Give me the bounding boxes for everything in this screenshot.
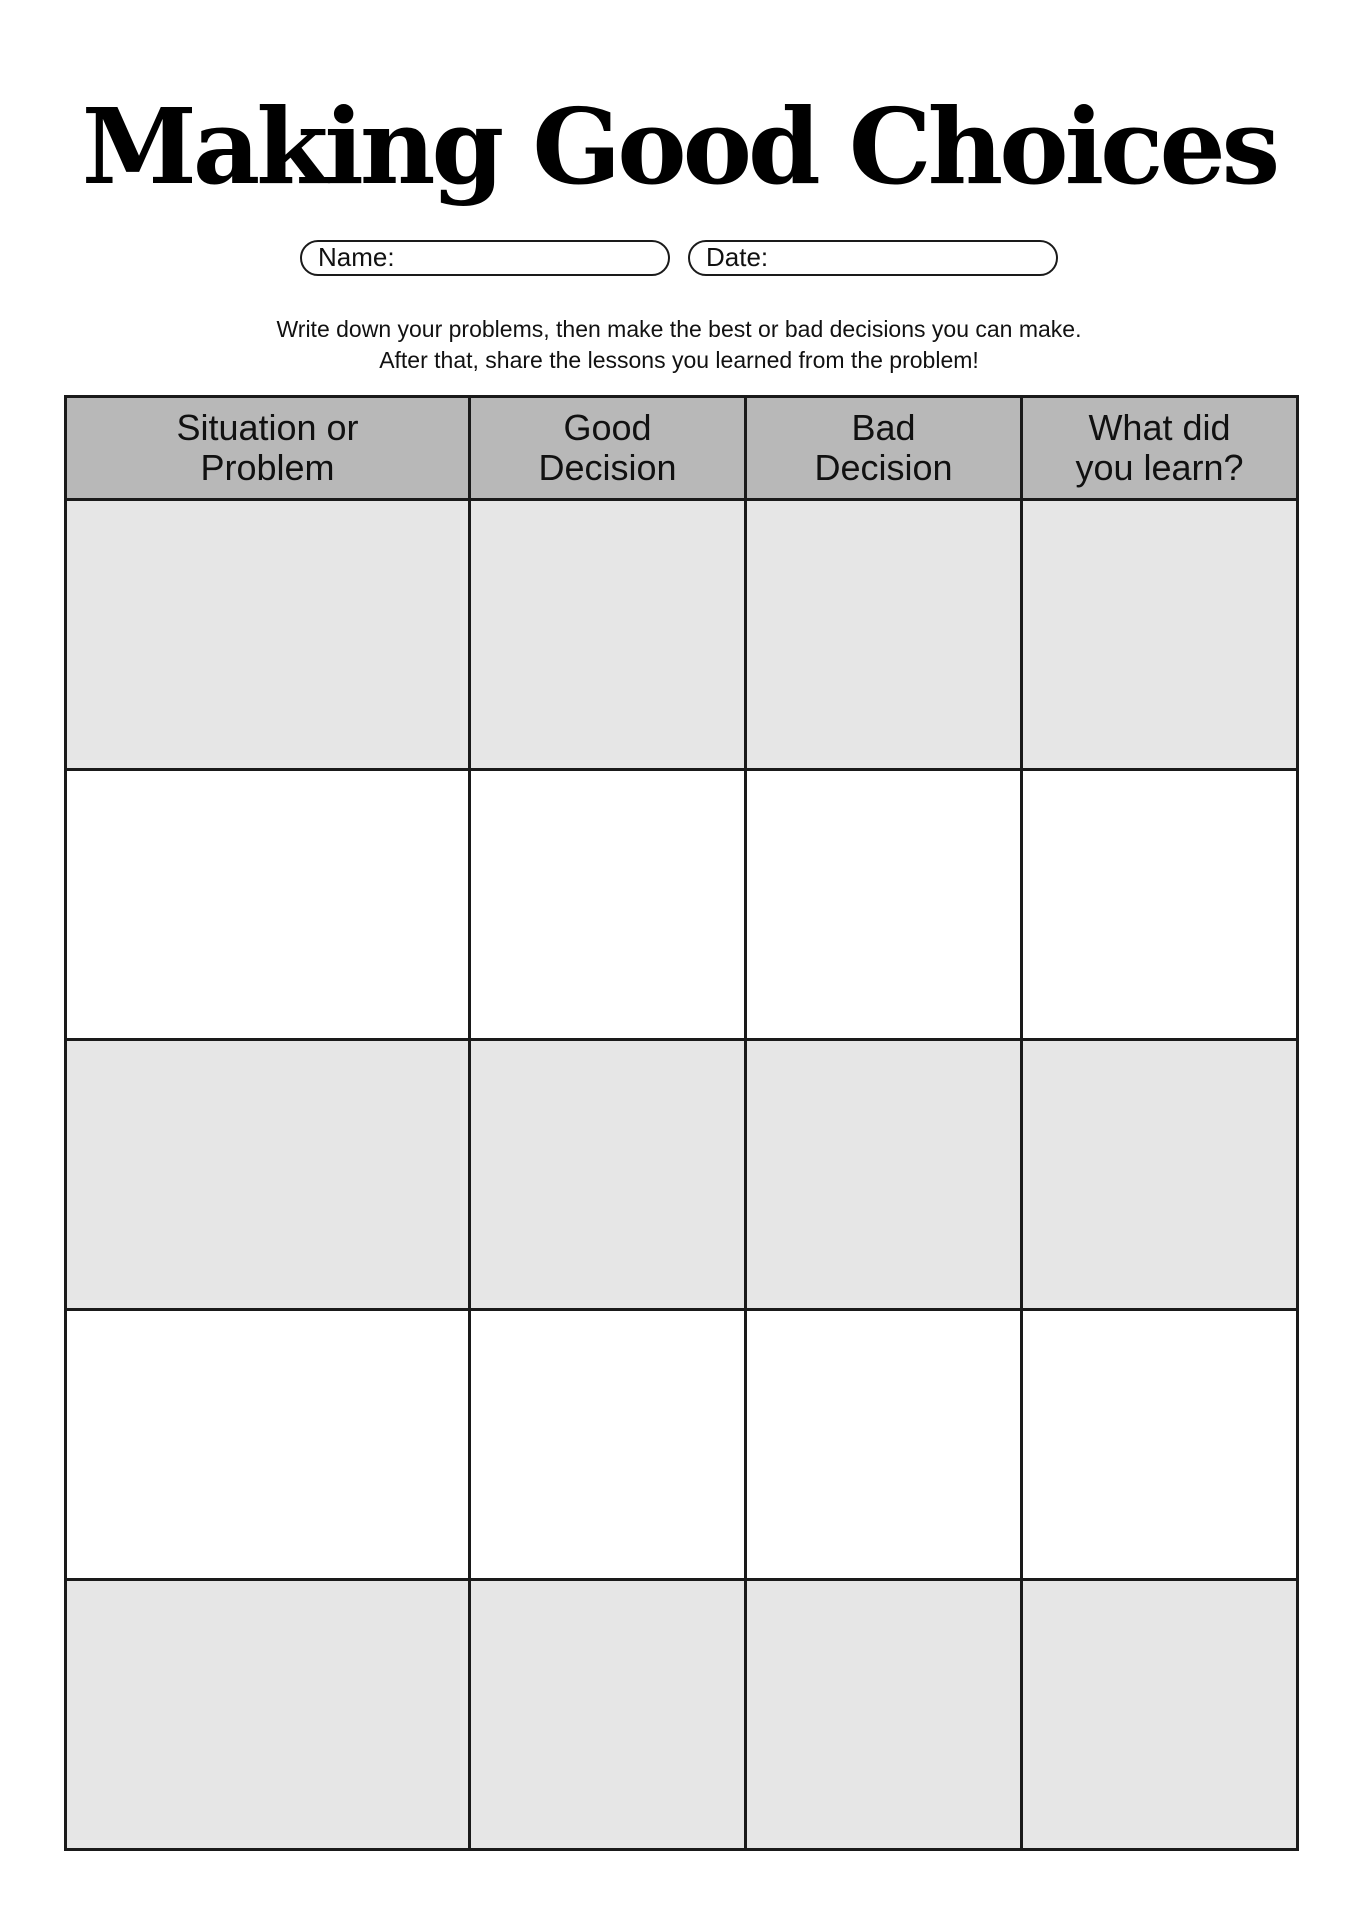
bad-decision-cell[interactable]	[746, 770, 1022, 1040]
situation-cell[interactable]	[66, 770, 470, 1040]
situation-cell[interactable]	[66, 1040, 470, 1310]
good-decision-cell[interactable]	[470, 1580, 746, 1850]
lesson-cell[interactable]	[1022, 500, 1298, 770]
header-bad-decision	[746, 397, 1022, 500]
header-situation	[66, 397, 470, 500]
header-what-learned	[1022, 397, 1298, 500]
page-title: Making Good Choices	[81, 85, 1277, 208]
date-label: Date:	[706, 242, 769, 272]
instructions-line-2: After that, share the lessons you learned from the problem!	[379, 347, 979, 373]
name-label: Name:	[318, 242, 395, 272]
header-bad-line-2: Decision	[814, 447, 953, 488]
bad-decision-cell[interactable]	[746, 1580, 1022, 1850]
bad-decision-cell[interactable]	[746, 1040, 1022, 1310]
choices-table	[64, 395, 1299, 1851]
situation-cell[interactable]	[66, 1310, 470, 1580]
table-row	[66, 1310, 1298, 1580]
situation-cell[interactable]	[66, 1580, 470, 1850]
good-decision-cell[interactable]	[470, 770, 746, 1040]
instructions	[0, 314, 1358, 376]
header-good-line-2: Decision	[538, 447, 677, 488]
lesson-cell[interactable]	[1022, 1040, 1298, 1310]
table-row	[66, 1580, 1298, 1850]
table-row	[66, 770, 1298, 1040]
lesson-cell[interactable]	[1022, 770, 1298, 1040]
header-situation-line-2: Problem	[200, 447, 335, 488]
lesson-cell[interactable]	[1022, 1310, 1298, 1580]
name-field[interactable]	[300, 240, 670, 276]
situation-cell[interactable]	[66, 500, 470, 770]
date-field[interactable]	[688, 240, 1058, 276]
header-learned-line-1: What did	[1088, 407, 1231, 448]
good-decision-cell[interactable]	[470, 1310, 746, 1580]
table-header-row	[66, 397, 1298, 500]
bad-decision-cell[interactable]	[746, 1310, 1022, 1580]
lesson-cell[interactable]	[1022, 1580, 1298, 1850]
table-row	[66, 1040, 1298, 1310]
bad-decision-cell[interactable]	[746, 500, 1022, 770]
good-decision-cell[interactable]	[470, 500, 746, 770]
instructions-line-1: Write down your problems, then make the best or bad decisions you can make.	[276, 316, 1082, 342]
header-situation-line-1: Situation or	[176, 407, 359, 448]
table-row	[66, 500, 1298, 770]
good-decision-cell[interactable]	[470, 1040, 746, 1310]
header-good-line-1: Good	[563, 407, 652, 448]
header-learned-line-2: you learn?	[1075, 447, 1244, 488]
header-good-decision	[470, 397, 746, 500]
header-bad-line-1: Bad	[851, 407, 916, 448]
